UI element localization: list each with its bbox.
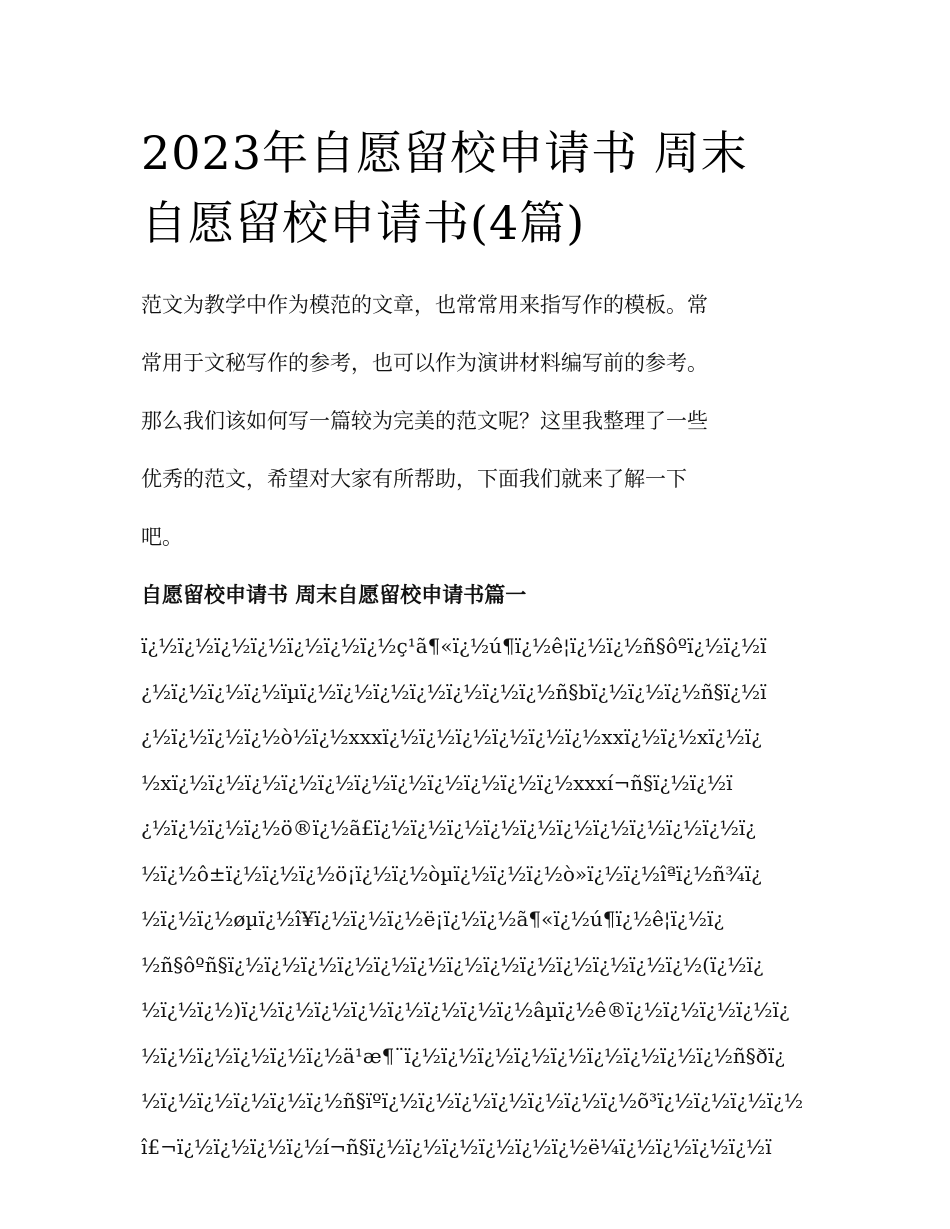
document-title [141, 118, 813, 258]
title-line: 自愿留校申请书(4篇) [141, 196, 586, 250]
section-heading: 自愿留校申请书 周末自愿留校申请书篇一 [141, 582, 527, 607]
garbled-line: ½ï¿½ï¿½ï¿½ï¿½ï¿½ä¹æ¶¨ï¿½ï¿½ï¿½ï¿½ï¿½ï¿½ï¿½ï¿½ï¿½ñ§ðï¿ [141, 1043, 785, 1068]
garbled-line: ½ñ§ôºñ§ï¿½ï¿½ï¿½ï¿½ï¿½ï¿½ï¿½ï¿½ï¿½ï¿½ï¿½ï¿½ï¿½(ï¿½ï¿ [141, 952, 764, 977]
intro-line: 范文为教学中作为模范的文章，也常常用来指写作的模板。常 [141, 293, 708, 317]
garbled-line: ¿½ï¿½ï¿½ï¿½ö®ï¿½ã£ï¿½ï¿½ï¿½ï¿½ï¿½ï¿½ï¿½ï¿½ï¿½ï¿½ï¿ [141, 816, 756, 840]
garbled-line: ï¿½ï¿½ï¿½ï¿½ï¿½ï¿½ï¿½ç¹ã¶«ï¿½ú¶ï¿½ê¦ï¿½ï¿½ñ§ôºï¿½ï¿½ï [141, 634, 767, 658]
title-line: 2023年自愿留校申请书 周末 [141, 126, 748, 180]
garbled-line: ½ï¿½ï¿½øµï¿½î¥ï¿½ï¿½ï¿½ë¡ï¿½ï¿½ã¶«ï¿½ú¶ï¿½ê¦ï¿½ï¿ [141, 907, 725, 931]
document-page [141, 118, 813, 1170]
intro-line: 优秀的范文，希望对大家有所帮助，下面我们就来了解一下 [141, 467, 687, 491]
intro-line: 常用于文秘写作的参考，也可以作为演讲材料编写前的参考。 [141, 351, 708, 375]
intro-line: 那么我们该如何写一篇较为完美的范文呢？这里我整理了一些 [141, 409, 708, 433]
garbled-line: ¿½ï¿½ï¿½ï¿½ò½ï¿½xxxï¿½ï¿½ï¿½ï¿½ï¿½ï¿½xxï¿½ï¿½xï¿½ï¿ [141, 725, 762, 749]
garbled-line: ½ï¿½ï¿½ï¿½ï¿½ï¿½ñ§ïºï¿½ï¿½ï¿½ï¿½ï¿½ï¿½ï¿½õ³ï¿½ï¿½ï¿½ï¿½ [141, 1089, 804, 1113]
garbled-line: ¿½ï¿½ï¿½ï¿½ïµï¿½ï¿½ï¿½ï¿½ï¿½ï¿½ï¿½ñ§bï¿½ï¿½ï¿½ñ§ï¿½ï [141, 679, 767, 704]
garbled-line: ½ï¿½ï¿½)ï¿½ï¿½ï¿½ï¿½ï¿½ï¿½ï¿½ï¿½âµï¿½ê®ï¿½ï¿½ï¿½ï¿½ï¿ [141, 998, 790, 1022]
garbled-paragraph [141, 624, 813, 1170]
garbled-line: ½ï¿½ô±ï¿½ï¿½ï¿½ö¡ï¿½ï¿½òµï¿½ï¿½ï¿½ò»ï¿½ï¿½îªï¿½ñ¾ï¿ [141, 861, 762, 886]
intro-line: 吧。 [141, 525, 183, 549]
garbled-line: î£¬ï¿½ï¿½ï¿½ï¿½í¬ñ§ï¿½ï¿½ï¿½ï¿½ï¿½ï¿½ë¼ï¿½ï¿½ï¿½ï¿½ï [141, 1134, 772, 1159]
garbled-line: ½xï¿½ï¿½ï¿½ï¿½ï¿½ï¿½ï¿½ï¿½ï¿½ï¿½ï¿½xxxí¬ñ§ï¿½ï¿½ï [141, 770, 733, 795]
intro-paragraph [141, 276, 813, 566]
